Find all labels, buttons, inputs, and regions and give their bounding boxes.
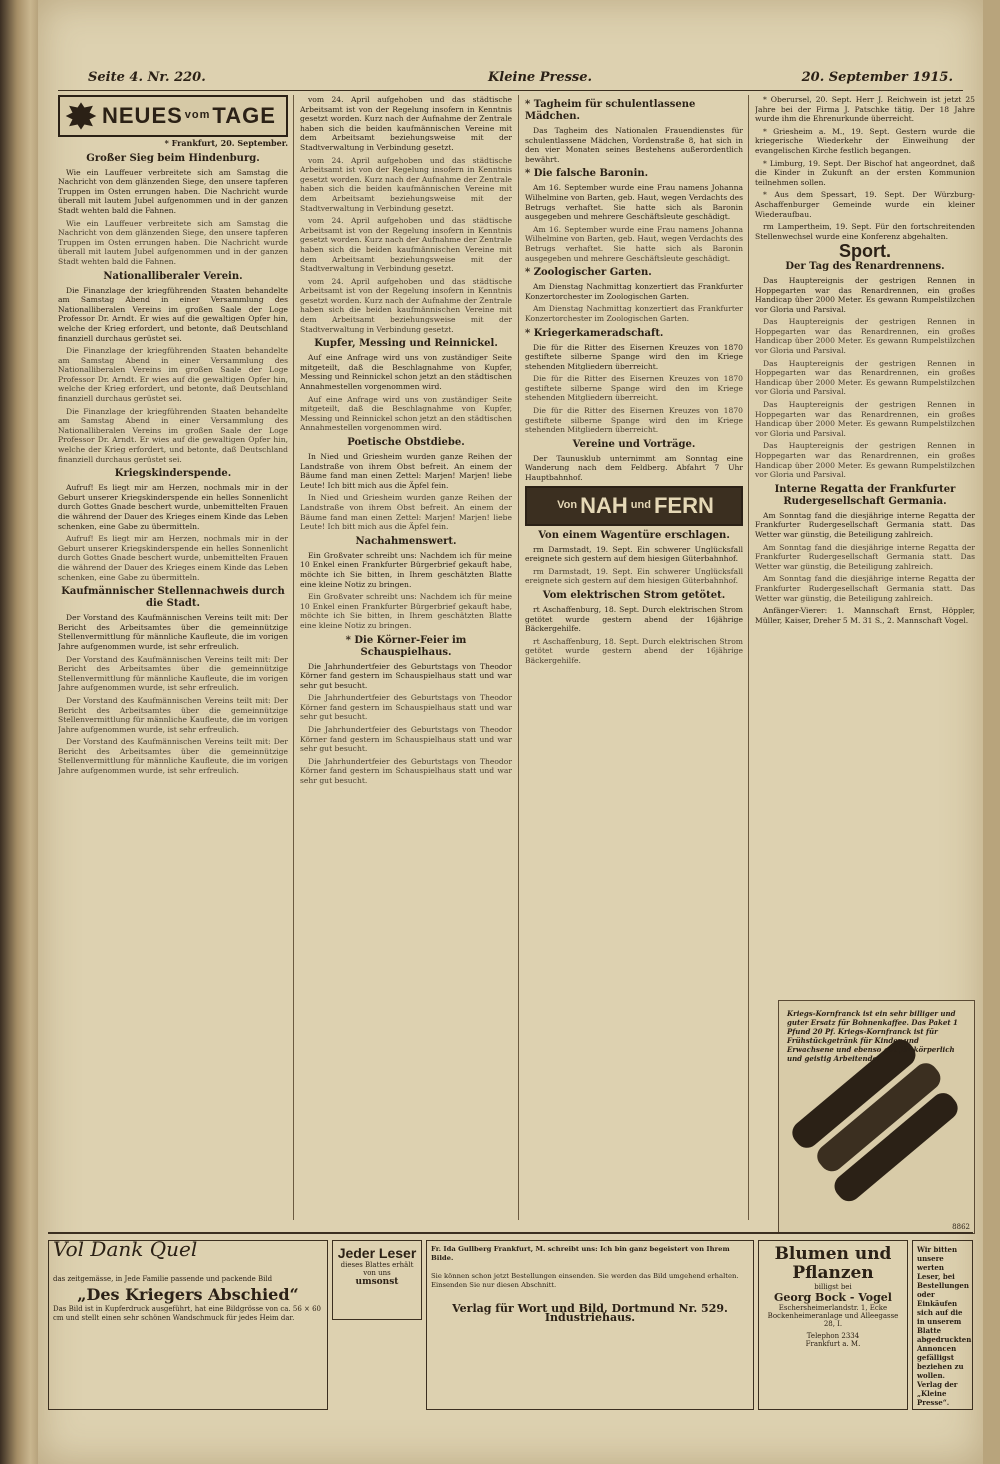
article-text: Am Sonntag fand die diesjährige interne Regatta der Frankfurter Rudergesellschaft Germania statt. Das Wetter war günstig, die Beteiligung zahlreich. bbox=[755, 510, 975, 539]
headline: * Die falsche Baronin. bbox=[525, 168, 649, 180]
page-number: Seite 4. Nr. 220. bbox=[88, 70, 206, 85]
eagle-icon bbox=[64, 99, 98, 133]
article-text: Der Vorstand des Kaufmännischen Vereins teilt mit: Der Bericht des Arbeitsamtes über die gemeinnützige Stellenvermittlung für männliche Kaufleute, die im vorigen Jahre aufgenommen wurde, ist sehr erfreulich. bbox=[58, 654, 288, 693]
article-text: Die Jahrhundertfeier des Geburtstags von Theodor Körner fand gestern im Schauspielhaus statt und war sehr gut besucht. bbox=[300, 725, 512, 754]
headline: Von einem Wagentüre erschlagen. bbox=[538, 529, 730, 541]
article-text: * Oberursel, 20. Sept. Herr J. Reichwein ist jetzt 25 Jahre bei der Firma J. Patschke tätig. Der 18 Jahre wurde ihm die Ehrenurkunde überreicht. bbox=[755, 95, 975, 124]
shop-address: Eschersheimerlandstr. 1, Ecke Bockenheimeranlage und Alleegasse 28, I. bbox=[767, 1304, 899, 1328]
column-4 bbox=[755, 95, 975, 995]
logo-fern: FERN bbox=[653, 492, 714, 518]
ad-subtitle: billigst bei bbox=[814, 1283, 852, 1291]
article-text: Das Tagheim des Nationalen Frauendienstes für schulentlassene Mädchen, Vordenstraße 8, hat sich in den vier Monaten seines Bestehens außerordentlich bewährt. bbox=[525, 126, 743, 164]
ad-body: Sie können schon jetzt Bestellungen einsenden. Sie werden das Bild umgehend erhalten. Einsenden Sie nur diesen Abschnitt. bbox=[431, 1272, 739, 1289]
article-text: Aufruf! Es liegt mir am Herzen, nochmals mir in der Geburt unserer Kriegskinderspende ein helles Sonnenlicht durch Gottes Gnade beschert wurde, unbemittelten Frauen die während der Dauer des Krieges einem Kinde das Leben schenken, eine Gabe zu übermitteln. bbox=[58, 483, 288, 531]
book-spine bbox=[0, 0, 38, 1464]
article-text: In Nied und Griesheim wurden ganze Reihen der Landstraße von ihrem Obst befreit. An einem der Bäume fand man einen Zettel: Marjen! Marjen! liebe Leute! Ich bitt mich aus die Äpfel fein. bbox=[300, 452, 512, 490]
article-text: Am Dienstag Nachmittag konzertiert das Frankfurter Konzertorchester im Zoologischen Garten. bbox=[525, 282, 743, 301]
article-text: Am Dienstag Nachmittag konzertiert das Frankfurter Konzertorchester im Zoologischen Garten. bbox=[525, 304, 743, 323]
article-text: Am Sonntag fand die diesjährige interne Regatta der Frankfurter Rudergesellschaft Germania statt. Das Wetter war günstig, die Beteiligung zahlreich. bbox=[755, 542, 975, 571]
article-text: In Nied und Griesheim wurden ganze Reihen der Landstraße von ihrem Obst befreit. An einem der Bäume fand man einen Zettel: Marjen! Marjen! liebe Leute! Ich bitt mich aus die Äpfel fein. bbox=[300, 493, 512, 532]
headline: * Kriegerkameradschaft. bbox=[525, 327, 664, 339]
article-text: Am 16. September wurde eine Frau namens Johanna Wilhelmine von Barten, geb. Haut, wegen Verdachts des Betrugs verhaftet. Sie hatte sich als Baronin ausgegeben und mehrere Geschäftsleute geschädigt. bbox=[525, 183, 743, 222]
neues-vom-tage-logo bbox=[58, 95, 288, 137]
article-text: Aufruf! Es liegt mir am Herzen, nochmals mir in der Geburt unserer Kriegskinderspende ein helles Sonnenlicht durch Gottes Gnade beschert wurde, unbemittelten Frauen die während der Dauer des Krieges einem Kinde das Leben schenken, eine Gabe zu übermitteln. bbox=[58, 534, 288, 582]
headline: Vereine und Vorträge. bbox=[572, 438, 696, 450]
logo-tage: TAGE bbox=[212, 103, 276, 129]
ad-number: 8862 bbox=[952, 1223, 970, 1231]
column-divider bbox=[748, 95, 749, 1220]
article-text: Wie ein Lauffeuer verbreitete sich am Samstag die Nachricht von dem glänzenden Siege, den unsere tapferen Truppen im Osten errungen haben. Die Nachricht wurde überall mit lautem Jubel aufgenommen und in der ganzen Stadt wehten bald die Fahnen. bbox=[58, 167, 288, 215]
headline: Poetische Obstdiebe. bbox=[347, 437, 465, 448]
headline: Der Tag des Renardrennens. bbox=[785, 260, 945, 272]
ad-note: Das Bild ist in Kupferdruck ausgeführt, hat eine Bildgrösse von ca. 56 × 60 cm und stellt einen sehr schönen Wandschmuck für jedes Heim dar. bbox=[53, 1305, 322, 1322]
article-text: vom 24. April aufgehoben und das städtische Arbeitsamt ist von der Regelung insofern in Kenntnis gesetzt worden. Kurz nach der Aufnahme der Zentrale haben sich die beiden kaufmännischen Vereine mit dem Arbeitsamt beziehungsweise mit der Stadtverwaltung in Verbindung gesetzt. bbox=[300, 216, 512, 274]
logo-von: Von bbox=[557, 498, 578, 511]
column-divider bbox=[293, 95, 294, 1220]
article-text: Der Vorstand des Kaufmännischen Vereins teilt mit: Der Bericht des Arbeitsamtes über die gemeinnützige Stellenvermittlung für männliche Kaufleute, die im vorigen Jahre aufgenommen wurde, ist sehr erfreulich. bbox=[58, 737, 288, 776]
article-text: Wie ein Lauffeuer verbreitete sich am Samstag die Nachricht von dem glänzenden Siege, den unsere tapferen Truppen im Osten errungen haben. Die Nachricht wurde überall mit lautem Jubel aufgenommen und in der ganzen Stadt wehten bald die Fahnen. bbox=[58, 218, 288, 266]
article-text: Ein Großvater schreibt uns: Nachdem ich für meine 10 Enkel einen Frankfurter Bürgerbrief gekauft habe, möchte ich Sie bitten, in Ihrem geschätzten Blatte eine kleine Notiz zu bringen. bbox=[300, 592, 512, 630]
article-text: Die Jahrhundertfeier des Geburtstags von Theodor Körner fand gestern im Schauspielhaus statt und war sehr gut besucht. bbox=[300, 661, 512, 690]
article-text: Die Finanzlage der kriegführenden Staaten behandelte am Samstag Abend in einer Versammlung des Nationalliberalen Vereins im großen Saale der Loge Professor Dr. Arndt. Er wies auf die gewaltigen Opfer hin, welche der Krieg erfordert, und betonte, daß Deutschland finanziell durchaus gerüstet sei. bbox=[58, 346, 288, 404]
article-text: Auf eine Anfrage wird uns von zuständiger Seite mitgeteilt, daß die Beschlagnahme von Kupfer, Messing und Reinnickel schon jetzt an den städtischen Annahmestellen vorgenommen wird. bbox=[300, 394, 512, 433]
article-text: vom 24. April aufgehoben und das städtische Arbeitsamt ist von der Regelung insofern in Kenntnis gesetzt worden. Kurz nach der Aufnahme der Zentrale haben sich die beiden kaufmännischen Vereine mit dem Arbeitsamt beziehungsweise mit der Stadtverwaltung in Verbindung gesetzt. bbox=[300, 276, 512, 334]
article-text: rt Aschaffenburg, 18. Sept. Durch elektrischen Strom getötet wurde gestern abend der 16jährige Bäckergehilfe. bbox=[525, 636, 743, 665]
article-text: Die Jahrhundertfeier des Geburtstags von Theodor Körner fand gestern im Schauspielhaus statt und war sehr gut besucht. bbox=[300, 756, 512, 786]
article-text: Das Hauptereignis der gestrigen Rennen in Hoppegarten war das Renardrennen, ein großes Handicap über 2000 Meter. Es gewann Rumpelstilzchen vor Gloria und Parsival. bbox=[755, 400, 975, 438]
ad-highlight: umsonst bbox=[355, 1277, 399, 1287]
article-text: Das Hauptereignis der gestrigen Rennen in Hoppegarten war das Renardrennen, ein großes Handicap über 2000 Meter. Es gewann Rumpelstilzchen vor Gloria und Parsival. bbox=[755, 441, 975, 480]
verlag-ad bbox=[426, 1240, 754, 1410]
column-1 bbox=[58, 95, 288, 1225]
kriegers-abschied-ad bbox=[48, 1240, 328, 1410]
shop-name: Georg Bock - Vogel bbox=[774, 1291, 892, 1304]
headline: * Die Körner-Feier im Schauspielhaus. bbox=[345, 634, 467, 658]
headline: Nachahmenswert. bbox=[355, 535, 457, 547]
ad-title: Blumen und Pflanzen bbox=[774, 1244, 892, 1283]
ad-title: Jeder Leser bbox=[337, 1245, 417, 1261]
headline: Interne Regatta der Frankfurter Rudergesellschaft Germania. bbox=[774, 483, 956, 507]
shop-phone: Telephon 2334 bbox=[806, 1332, 860, 1340]
headline: Kupfer, Messing und Reinnickel. bbox=[314, 338, 498, 350]
headline: Vom elektrischen Strom getötet. bbox=[542, 590, 726, 601]
article-text: rm Lampertheim, 19. Sept. Für den fortschreitenden Stellenwechsel wurde eine Konferenz abgehalten. bbox=[755, 222, 975, 241]
issue-date: 20. September 1915. bbox=[801, 70, 953, 85]
kornfranck-ad bbox=[778, 1000, 975, 1234]
newspaper-page bbox=[38, 0, 983, 1464]
article-text: Der Vorstand des Kaufmännischen Vereins teilt mit: Der Bericht des Arbeitsamtes über die gemeinnützige Stellenvermittlung für männliche Kaufleute, die im vorigen Jahre aufgenommen wurde, ist sehr erfreulich. bbox=[58, 695, 288, 734]
handwritten-signature: Vol Dank Quel bbox=[53, 1240, 198, 1261]
logo-und: und bbox=[630, 498, 651, 511]
masthead-rule bbox=[58, 90, 963, 91]
ad-testimonial: Fr. Ida Gullberg Frankfurt, M. schreibt uns: Ich bin ganz begeistert von Ihrem Bilde. bbox=[431, 1245, 730, 1262]
article-text: Der Taunusklub unternimmt am Sonntag eine Wanderung nach dem Feldberg. Abfahrt 7 Uhr Hauptbahnhof. bbox=[525, 453, 743, 483]
article-text: Die Finanzlage der kriegführenden Staaten behandelte am Samstag Abend in einer Versammlung des Nationalliberalen Vereins im großen Saale der Loge Professor Dr. Arndt. Er wies auf die gewaltigen Opfer hin, welche der Krieg erfordert, und betonte, daß Deutschland finanziell durchaus gerüstet sei. bbox=[58, 406, 288, 464]
article-text: Am 16. September wurde eine Frau namens Johanna Wilhelmine von Barten, geb. Haut, wegen Verdachts des Betrugs verhaftet. Sie hatte sich als Baronin ausgegeben und mehrere Geschäftsleute geschädigt. bbox=[525, 224, 743, 263]
article-text: Anfänger-Vierer: 1. Mannschaft Ernst, Höppler, Müller, Kaiser, Dreher 5 M. 31 S., 2. Mannschaft Vogel. bbox=[755, 606, 975, 625]
headline: Großer Sieg beim Hindenburg. bbox=[86, 152, 260, 164]
paper-title: Kleine Presse. bbox=[488, 70, 593, 85]
article-text: rm Darmstadt, 19. Sept. Ein schwerer Unglücksfall ereignete sich gestern auf dem hiesigen Güterbahnhof. bbox=[525, 544, 743, 564]
article-text: Die für die Ritter des Eisernen Kreuzes von 1870 gestiftete silberne Spange wird den im Kriege stehenden Mitgliedern überreicht. bbox=[525, 374, 743, 403]
headline: Kriegskinderspende. bbox=[114, 468, 232, 480]
article-text: Auf eine Anfrage wird uns von zuständiger Seite mitgeteilt, daß die Beschlagnahme von Kupfer, Messing und Reinnickel schon jetzt an den städtischen Annahmestellen vorgenommen wird. bbox=[300, 353, 512, 392]
column-divider bbox=[518, 95, 519, 1220]
jeder-leser-ad bbox=[332, 1240, 422, 1320]
dateline: * Frankfurt, 20. September. bbox=[164, 138, 288, 148]
reader-notice: Wir bitten unsere werten Leser, bei Bestellungen oder Einkäufen sich auf die in unserem Blatte abgedruckten Annoncen gefälligst beziehen zu wollen. Verlag der „Kleine Presse“. bbox=[912, 1240, 973, 1410]
article-text: * Griesheim a. M., 19. Sept. Gestern wurde die kriegerische Wiederkehr der Einweihung der evangelischen Kirche festlich begangen. bbox=[755, 126, 975, 155]
ad-text: Kriegs-Kornfranck ist ein sehr billiger und guter Ersatz für Bohnenkaffee. Das Paket 1 Pfund 20 Pf. Kriegs-Kornfranck ist für Frühstückgetränk für Kinder und Erwachsene und ebenso gut für körperlich und geistig Arbeitende. bbox=[787, 1009, 958, 1063]
headline: * Zoologischer Garten. bbox=[525, 267, 652, 279]
article-text: Am Sonntag fand die diesjährige interne Regatta der Frankfurter Rudergesellschaft Germania statt. Das Wetter war günstig, die Beteiligung zahlreich. bbox=[755, 574, 975, 603]
column-3 bbox=[525, 95, 743, 1225]
article-text: rt Aschaffenburg, 18. Sept. Durch elektrischen Strom getötet wurde gestern abend der 16jährige Bäckergehilfe. bbox=[525, 605, 743, 634]
article-text: vom 24. April aufgehoben und das städtische Arbeitsamt ist von der Regelung insofern in Kenntnis gesetzt worden. Kurz nach der Aufnahme der Zentrale haben sich die beiden kaufmännischen Vereine mit dem Arbeitsamt beziehungsweise mit der Stadtverwaltung in Verbindung gesetzt. bbox=[300, 155, 512, 213]
masthead bbox=[48, 68, 973, 88]
article-text: Die Jahrhundertfeier des Geburtstags von Theodor Körner fand gestern im Schauspielhaus statt und war sehr gut besucht. bbox=[300, 693, 512, 722]
logo-neues: NEUES bbox=[102, 103, 183, 129]
blumen-pflanzen-ad bbox=[758, 1240, 908, 1410]
article-text: Die Finanzlage der kriegführenden Staaten behandelte am Samstag Abend in einer Versammlung des Nationalliberalen Vereins im großen Saale der Loge Professor Dr. Arndt. Er wies auf die gewaltigen Opfer hin, welche der Krieg erfordert, und betonte, daß Deutschland finanziell durchaus gerüstet sei. bbox=[58, 285, 288, 343]
article-text: Das Hauptereignis der gestrigen Rennen in Hoppegarten war das Renardrennen, ein großes Handicap über 2000 Meter. Es gewann Rumpelstilzchen vor Gloria und Parsival. bbox=[755, 317, 975, 356]
logo-vom: vom bbox=[184, 109, 211, 122]
ad-title: Verlag für Wort und Bild, Dortmund Nr. 529. Industriehaus. bbox=[452, 1302, 728, 1324]
von-nah-und-fern-logo bbox=[525, 486, 743, 526]
article-text: Das Hauptereignis der gestrigen Rennen in Hoppegarten war das Renardrennen, ein großes Handicap über 2000 Meter. Es gewann Rumpelstilzchen vor Gloria und Parsival. bbox=[755, 275, 975, 314]
article-text: Die für die Ritter des Eisernen Kreuzes von 1870 gestiftete silberne Spange wird den im Kriege stehenden Mitgliedern überreicht. bbox=[525, 406, 743, 435]
logo-nah: NAH bbox=[580, 492, 628, 518]
article-text: Die für die Ritter des Eisernen Kreuzes von 1870 gestiftete silberne Spange wird den im Kriege stehenden Mitgliedern überreicht. bbox=[525, 342, 743, 371]
article-text: Das Hauptereignis der gestrigen Rennen in Hoppegarten war das Renardrennen, ein großes Handicap über 2000 Meter. Es gewann Rumpelstilzchen vor Gloria und Parsival. bbox=[755, 358, 975, 397]
article-text: rm Darmstadt, 19. Sept. Ein schwerer Unglücksfall ereignete sich gestern auf dem hiesigen Güterbahnhof. bbox=[525, 566, 743, 586]
article-text: * Aus dem Spessart, 19. Sept. Der Würzburg-Aschaffenburger Gemeinde wurde ein kleiner Wiederaufbau. bbox=[755, 190, 975, 219]
page-edge bbox=[983, 0, 1000, 1464]
advertisement-strip bbox=[48, 1232, 973, 1419]
ad-subtitle: dieses Blattes erhält von uns bbox=[340, 1261, 414, 1277]
article-text: * Limburg, 19. Sept. Der Bischof hat angeordnet, daß die Kinder in Zukunft an der ersten Kommunion teilnehmen sollen. bbox=[755, 158, 975, 187]
column-2 bbox=[300, 95, 512, 1225]
sport-heading: Sport. bbox=[839, 241, 891, 262]
article-text: Ein Großvater schreibt uns: Nachdem ich für meine 10 Enkel einen Frankfurter Bürgerbrief gekauft habe, möchte ich Sie bitten, in Ihrem geschätzten Blatte eine kleine Notiz zu bringen. bbox=[300, 550, 512, 589]
article-text: Der Vorstand des Kaufmännischen Vereins teilt mit: Der Bericht des Arbeitsamtes über die gemeinnützige Stellenvermittlung für männliche Kaufleute, die im vorigen Jahre aufgenommen wurde, ist sehr erfreulich. bbox=[58, 613, 288, 651]
article-text: vom 24. April aufgehoben und das städtische Arbeitsamt ist von der Regelung insofern in Kenntnis gesetzt worden. Kurz nach der Aufnahme der Zentrale haben sich die beiden kaufmännischen Vereine mit dem Arbeitsamt beziehungsweise mit der Stadtverwaltung in Verbindung gesetzt. bbox=[300, 95, 512, 152]
ad-title: „Des Kriegers Abschied“ bbox=[77, 1285, 299, 1304]
headline: Nationalliberaler Verein. bbox=[103, 270, 243, 282]
shop-city: Frankfurt a. M. bbox=[805, 1340, 861, 1348]
ad-subtitle: das zeitgemässe, in Jede Familie passende und packende Bild bbox=[53, 1275, 273, 1283]
headline: Kaufmännischer Stellennachweis durch die Stadt. bbox=[61, 586, 285, 610]
headline: * Tagheim für schulentlassene Mädchen. bbox=[525, 99, 696, 122]
